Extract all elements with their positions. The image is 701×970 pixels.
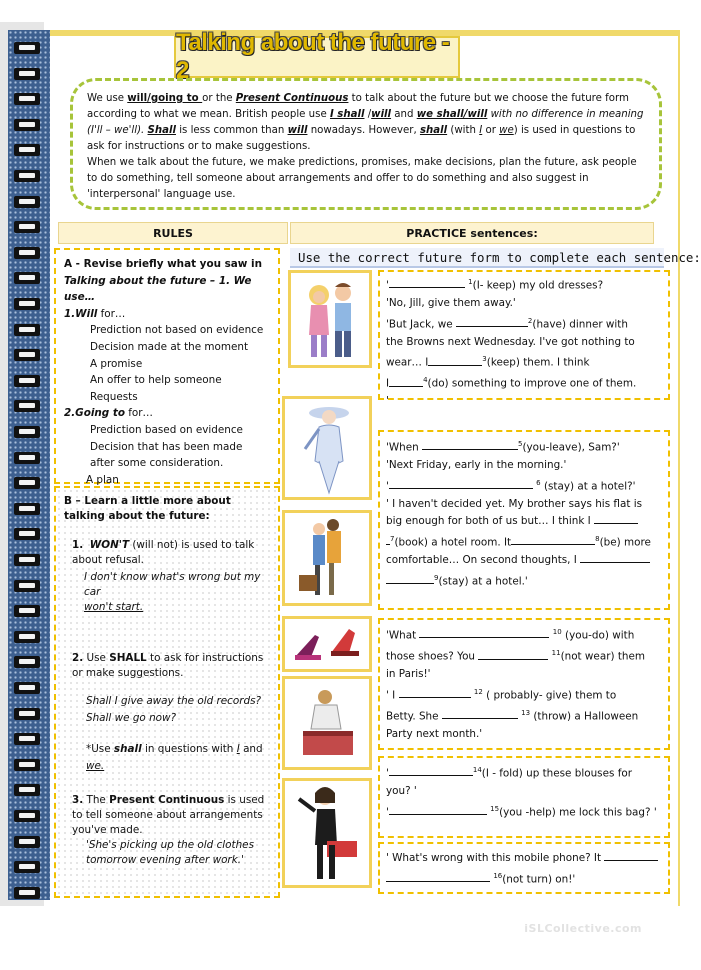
rule-shall: 2. Use SHALL to ask for instructions or make suggestions. xyxy=(72,652,264,679)
woman-bag-clipart xyxy=(282,778,372,888)
spiral-ring xyxy=(14,68,40,80)
spiral-ring xyxy=(14,93,40,105)
spiral-ring xyxy=(14,247,40,259)
spiral-ring xyxy=(14,324,40,336)
blank-9-start[interactable] xyxy=(580,552,650,563)
spiral-ring xyxy=(14,272,40,284)
spiral-ring xyxy=(14,528,40,540)
spiral-ring xyxy=(14,631,40,643)
spiral-ring xyxy=(14,554,40,566)
intro-paragraph-1: We use will/going to or the Present Continuous to talk about the future but we choose the future form according to what we mean. British people use I shall /will and we shall/will with no difference in meaning (I'll – we'll). Shall is less common than will nowadays. However, shall (with I or we) is used in questions to ask for instructions or to make suggestions. xyxy=(87,93,644,152)
practice-box-1 xyxy=(378,270,670,408)
blank-3[interactable] xyxy=(428,355,482,366)
sentence-9: comfortable… On second thoughts, I xyxy=(386,552,662,570)
spiral-ring xyxy=(14,810,40,822)
spiral-ring xyxy=(14,708,40,720)
spiral-ring xyxy=(14,170,40,182)
going-to-use-3: A plan xyxy=(86,473,119,486)
sentence-3: wear… I $^3$(keep) them. I think xyxy=(386,355,590,369)
spiral-ring xyxy=(14,656,40,668)
shoes-clipart xyxy=(282,616,372,672)
spiral-ring xyxy=(14,196,40,208)
blank-4[interactable] xyxy=(389,376,423,387)
blank-2[interactable] xyxy=(456,316,528,327)
blank-8[interactable] xyxy=(511,534,595,545)
practice-instruction: Use the correct future form to complete each sentence: xyxy=(290,248,664,268)
sentence-7-intro: ' I haven't decided yet. My brother says his flat is xyxy=(386,497,643,510)
blank-10[interactable] xyxy=(419,627,549,638)
rule-present-continuous-example: 'She's picking up the old clothes tomorrow evening after work.' xyxy=(86,839,254,866)
rules-b-intro: B – Learn a little more about talking about the future: xyxy=(64,495,231,522)
rules-section-b xyxy=(54,486,280,898)
sentence-2-cont: the Browns next Wednesday. I've got nothing to xyxy=(386,335,635,348)
sentence-14-cont: you? ' xyxy=(386,785,417,798)
intro-paragraph-2: When we talk about the future, we make predictions, promises, make decisions, plan the future, ask people to do something, tell someone about arrangements and offer to do something and also suggest in 'interpersonal' language use. xyxy=(87,157,637,200)
rule-shall-note: *Use shall in questions with I and we. xyxy=(86,743,263,772)
sentence-1-reply: 'No, Jill, give them away.' xyxy=(386,297,516,310)
spiral-ring xyxy=(14,477,40,489)
spiral-ring xyxy=(14,221,40,233)
practice-box-4 xyxy=(378,756,670,838)
blank-15[interactable] xyxy=(389,804,487,815)
sentence-13: Betty. She $^{13}$ (throw) a Halloween xyxy=(386,708,639,723)
spiral-ring xyxy=(14,605,40,617)
blank-11[interactable] xyxy=(478,649,548,660)
will-use-2: Decision made at the moment xyxy=(90,340,249,353)
woman-hat-clipart xyxy=(282,396,372,500)
spiral-ring xyxy=(14,861,40,873)
blank-13[interactable] xyxy=(442,708,518,719)
watermark: iSLCollective.com xyxy=(524,922,642,935)
packing-clipart xyxy=(282,676,372,770)
rule-present-continuous: 3. The Present Continuous is used to tell someone about arrangements you've made. xyxy=(72,794,265,836)
couple-clipart xyxy=(288,270,372,368)
spiral-ring xyxy=(14,887,40,899)
spiral-ring xyxy=(14,298,40,310)
blank-9[interactable] xyxy=(386,573,434,584)
rule-shall-examples: Shall I give away the old records? Shall we go now? xyxy=(86,695,262,724)
sentence-5: 'When $^5$(you-leave), Sam?' xyxy=(386,440,620,454)
spiral-ring xyxy=(14,682,40,694)
will-heading: 1.Will for… xyxy=(64,307,126,320)
sentence-13-cont: Party next month.' xyxy=(386,727,483,740)
spiral-ring xyxy=(14,452,40,464)
sentence-7: $^7$(book) a hotel room. It $^8$(be) more xyxy=(386,531,662,552)
sentence-4: I $^4$(do) something to improve one of them. xyxy=(386,376,637,390)
blank-7-start[interactable] xyxy=(594,513,638,524)
spiral-ring xyxy=(14,580,40,592)
sentence-14: ' $^{14}$(I - fold) up these blouses for xyxy=(386,766,632,780)
practice-box-3 xyxy=(378,618,670,750)
blank-14[interactable] xyxy=(389,765,473,776)
spiral-ring xyxy=(14,503,40,515)
will-use-1: Prediction not based on evidence xyxy=(90,324,264,337)
blank-12[interactable] xyxy=(399,687,471,698)
sentence-12: ' I $^{12}$ ( probably- give) them to xyxy=(386,687,617,702)
sentence-9-cont: $^9$(stay) at a hotel.' xyxy=(386,570,662,591)
intro-box xyxy=(70,78,662,210)
going-to-heading: 2.Going to for… xyxy=(64,407,153,420)
rule-wont: 1. WON'T (will not) is used to talk about refusal. xyxy=(72,539,255,566)
spiral-ring xyxy=(14,349,40,361)
rules-a-intro: A - Revise briefly what you saw in xyxy=(64,258,262,270)
sentence-5-reply: 'Next Friday, early in the morning.' xyxy=(386,459,567,472)
going-to-use-2: Decision that has been made after some consideration. xyxy=(90,440,243,470)
going-to-use-1: Prediction based on evidence xyxy=(90,423,243,436)
blank-1[interactable] xyxy=(389,277,465,288)
sentence-16-cont: $^{16}$(not turn) on!' xyxy=(386,868,662,889)
spiral-ring xyxy=(14,836,40,848)
rules-section-a xyxy=(54,248,280,484)
spiral-ring xyxy=(14,733,40,745)
sentence-1: ' $^1$(I- keep) my old dresses? xyxy=(386,278,604,292)
spiral-ring xyxy=(14,144,40,156)
will-use-5: Requests xyxy=(90,390,138,403)
spiral-ring xyxy=(14,119,40,131)
sentence-15: ' $^{15}$(you -help) me lock this bag? ' xyxy=(386,804,657,819)
blank-16[interactable] xyxy=(386,871,490,882)
sentence-7-cont: big enough for both of us but… I think I xyxy=(386,513,662,531)
spiral-ring xyxy=(14,784,40,796)
travellers-clipart xyxy=(282,510,372,606)
spiral-ring xyxy=(14,426,40,438)
sentence-6: ' $^6$ (stay) at a hotel?' xyxy=(386,478,636,493)
rules-header: RULES xyxy=(58,222,288,244)
spiral-ring xyxy=(14,375,40,387)
spiral-ring xyxy=(14,759,40,771)
sentence-4-close: ' xyxy=(386,395,389,408)
sentence-10: 'What $^{10}$ (you-do) with xyxy=(386,628,635,642)
blank-6[interactable] xyxy=(389,478,533,489)
sentence-16: ' What's wrong with this mobile phone? It xyxy=(386,850,662,868)
sentence-2: 'But Jack, we $^2$(have) dinner with xyxy=(386,316,628,331)
spiral-ring xyxy=(14,400,40,412)
sentence-11: those shoes? You $^{11}$(not wear) them xyxy=(386,649,645,663)
practice-header: PRACTICE sentences: xyxy=(290,222,654,244)
spiral-ring xyxy=(14,42,40,54)
practice-box-5 xyxy=(378,842,670,894)
page-title: Talking about the future - 2 xyxy=(174,36,460,78)
blank-5[interactable] xyxy=(422,439,518,450)
blank-16-start[interactable] xyxy=(604,850,658,861)
will-use-4: An offer to help someone xyxy=(90,374,222,387)
sentence-11-cont: in Paris!' xyxy=(386,668,431,681)
practice-box-2 xyxy=(378,430,670,610)
rules-a-intro-2: Talking about the future – 1. We use… xyxy=(64,274,252,304)
rule-wont-example: I don't know what's wrong but my car won't start. xyxy=(84,571,261,613)
will-use-3: A promise xyxy=(90,357,143,370)
